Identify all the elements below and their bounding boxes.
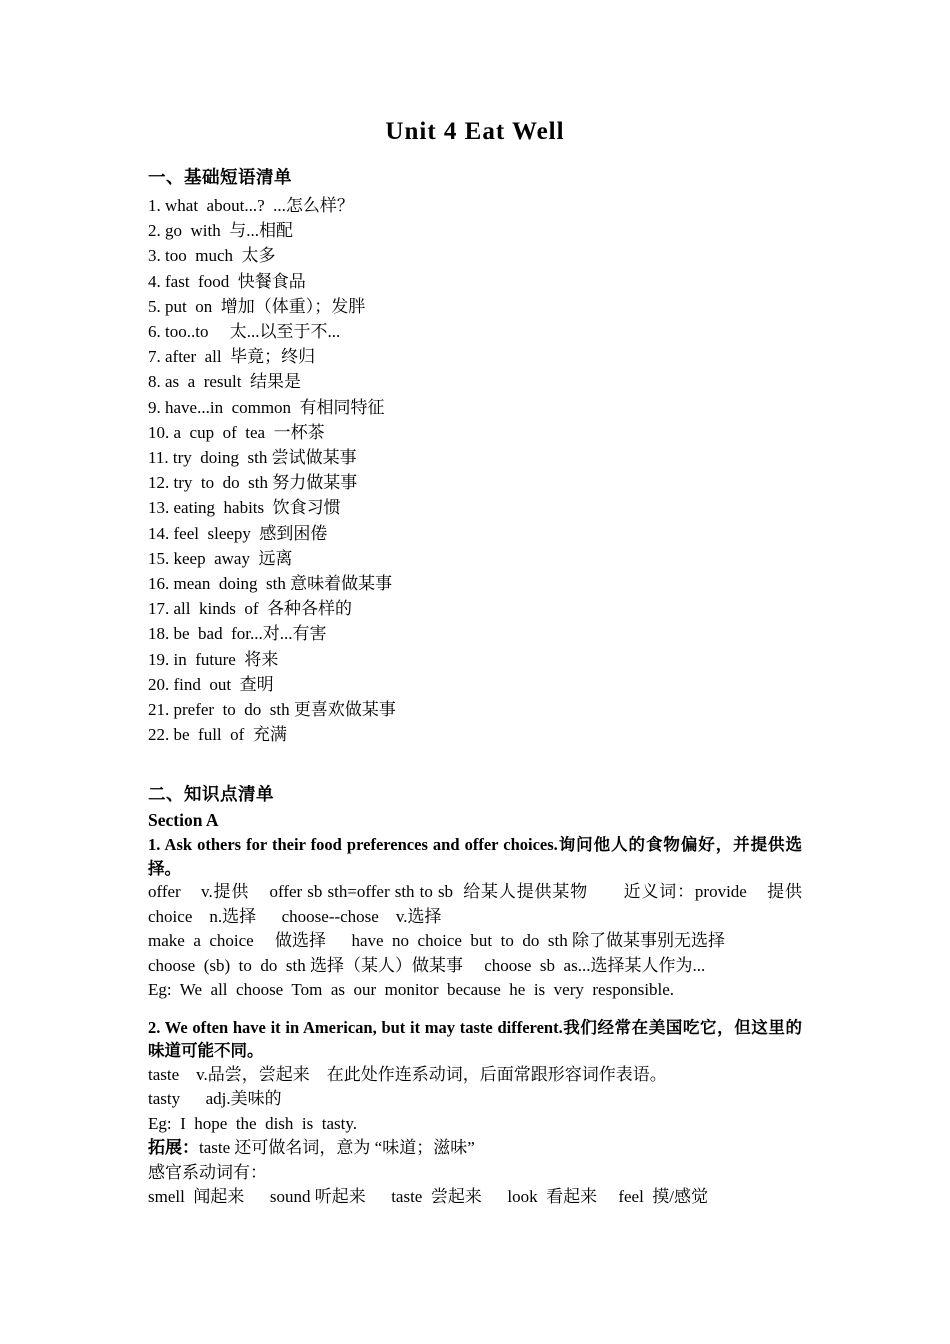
knowledge-entry-line: Eg: We all choose Tom as our monitor because he is very responsible. [148, 980, 675, 1000]
phrase-list [148, 193, 802, 747]
list-item: 16. mean doing sth 意味着做某事 [148, 574, 393, 594]
sub-heading-section-a: Section A [148, 810, 219, 831]
list-item: 14. feel sleepy 感到困倦 [148, 523, 328, 543]
knowledge-entry-title-1: 1. Ask others for their food preferences and offer choices.询问他人的食物偏好，并提供选择。 [148, 835, 802, 878]
list-item: 8. as a result 结果是 [148, 372, 301, 392]
knowledge-entry-line: tasty adj.美味的 [148, 1089, 282, 1109]
list-item: 10. a cup of tea 一杯茶 [148, 422, 325, 442]
section-heading-phrases: 一、基础短语清单 [148, 167, 292, 187]
knowledge-entry-line: offer v.提供 offer sb sth=offer sth to sb 给某人提供某物 近义词：provide 提供 choice n.选择 choose--chose v.选择 [148, 882, 811, 926]
list-item: 19. in future 将来 [148, 649, 279, 669]
list-item: 15. keep away 远离 [148, 548, 293, 568]
list-item: 17. all kinds of 各种各样的 [148, 599, 352, 619]
spacer [148, 747, 802, 781]
knowledge-entry-line: Eg: I hope the dish is tasty. [148, 1113, 358, 1133]
list-item: 6. too..to 太...以至于不... [148, 322, 341, 342]
list-item: 21. prefer to do sth 更喜欢做某事 [148, 700, 396, 720]
spacer [148, 1003, 802, 1016]
list-item: 12. try to do sth 努力做某事 [148, 473, 358, 493]
knowledge-entry-line-extension: 拓展：taste 还可做名词，意为 “味道；滋味” [148, 1138, 475, 1158]
list-item: 11. try doing sth 尝试做某事 [148, 448, 357, 468]
list-item: 1. what about...? ...怎么样？ [148, 196, 354, 215]
extension-label: 拓展： [148, 1138, 199, 1158]
list-item: 9. have...in common 有相同特征 [148, 397, 385, 417]
list-item: 3. too much 太多 [148, 246, 276, 266]
knowledge-entry-line: make a choice 做选择 have no choice but to do sth 除了做某事别无选择 [148, 931, 725, 951]
list-item: 7. after all 毕竟；终归 [148, 347, 316, 367]
page-title: Unit 4 Eat Well [385, 118, 565, 145]
list-item: 13. eating habits 饮食习惯 [148, 498, 341, 518]
knowledge-entry-line: smell 闻起来 sound 听起来 taste 尝起来 look 看起来 feel 摸/感觉 [148, 1187, 709, 1207]
knowledge-entry-line: choose (sb) to do sth 选择（某人）做某事 choose sb as...选择某人作为... [148, 955, 706, 975]
section-heading-knowledge: 二、知识点清单 [148, 784, 274, 805]
list-item: 18. be bad for...对...有害 [148, 624, 327, 644]
list-item: 2. go with 与...相配 [148, 221, 293, 241]
knowledge-entry-line: 感官系动词有： [148, 1162, 267, 1182]
list-item: 22. be full of 充满 [148, 725, 287, 745]
knowledge-entry-title-2: 2. We often have it in American, but it may taste different.我们经常在美国吃它，但这里的味道可能不同。 [148, 1017, 802, 1061]
list-item: 20. find out 查明 [148, 674, 274, 694]
list-item: 5. put on 增加（体重）；发胖 [148, 296, 366, 316]
knowledge-entry-line: taste v.品尝，尝起来 在此处作连系动词，后面常跟形容词作表语。 [148, 1064, 667, 1084]
list-item: 4. fast food 快餐食品 [148, 271, 306, 291]
